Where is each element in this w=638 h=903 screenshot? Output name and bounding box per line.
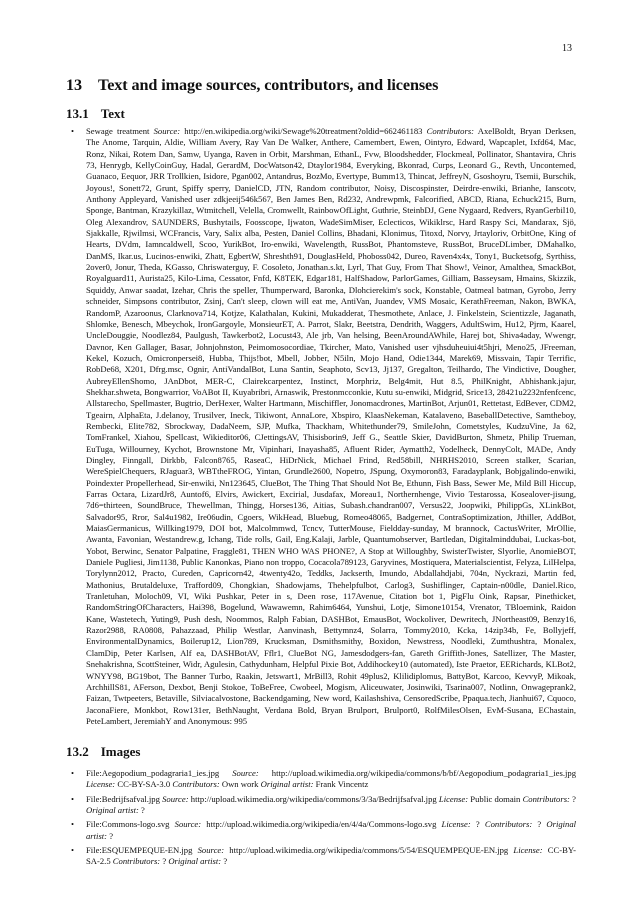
source-label: Source:: [162, 793, 189, 804]
list-item: [70, 845, 576, 868]
license-value: CC-BY-SA-2.5: [86, 845, 577, 867]
entry-name: File:Aegopodium_podagraria1_ies.jpg: [86, 768, 220, 778]
artist-value: Frank Vincentz: [315, 779, 369, 790]
license-label: License:: [438, 793, 469, 804]
contributors-label: Contributors:: [172, 779, 220, 790]
entry-name: File:Commons-logo.svg: [86, 819, 170, 830]
artist-label: Original artist:: [168, 856, 222, 867]
page-number: 13: [562, 43, 572, 54]
section-number: 13: [66, 76, 82, 94]
source-label: Source:: [174, 819, 202, 830]
contributors-value: ?: [537, 819, 542, 830]
source-label: Source:: [153, 126, 181, 136]
source-url-link[interactable]: http://upload.wikimedia.org/wikipedia/en/4/4a/Commons-logo.svg: [206, 819, 437, 830]
bullet-icon: •: [71, 819, 75, 830]
subsection-title-label: Text: [100, 106, 125, 121]
bullet-icon: •: [71, 845, 75, 856]
source-url-link[interactable]: http://upload.wikimedia.org/wikipedia/commons/5/54/ESQUEMPEQUE-EN.jpg: [229, 845, 509, 856]
artist-value: ?: [109, 830, 114, 841]
section-title-text: Text and image sources, contributors, and licenses: [98, 76, 439, 94]
artist-value: ?: [223, 856, 228, 867]
contributors-value: ?: [162, 856, 167, 867]
artist-label: Original artist:: [86, 805, 139, 816]
list-item: [70, 794, 576, 817]
license-label: License:: [86, 779, 116, 790]
license-label: License:: [513, 845, 543, 856]
entry-name: File:ESQUEMPEQUE-EN.jpg: [86, 845, 193, 856]
image-sources-list: [70, 768, 576, 871]
subsection-title-label: Images: [100, 744, 141, 759]
text-sources-list: [70, 126, 576, 730]
contributors-label: Contributors:: [484, 819, 533, 830]
subsection-title-text: [66, 106, 578, 122]
list-item: [70, 768, 576, 791]
contributors-text: AxelBoldt, Bryan Derksen, The Anome, Tarquin, Aldie, William Avery, Ray Van De Walker, Anthere, Camembert, Ewen, Ointyro, Edward, Wapcaplet, Ixfd64, Mac, Ronz, Nikai, Rotem Dan, Samw, Uyanga, Raven in Orbit, Marshman, EthanL, Fvw, Bloodshedder, Flockmeal, Pollinator, Shantavira, Chris 73, Henrygb, KellyCoinGuy, Hadal, GerardM, DocWatson42, Dtaylor1984, Everyking, Bkonrad, Curps, Leonard G., Revth, Uncontemed, Guanaco, Eequor, JRR Trollkien, Isidore, Pgan002, Antandrus, BozMo, Evertype, Bumm13, Thincat, JeffreyN, Gsoshoyru, Tsemii, Burschik, Joyous!, Sonett72, Grunt, Spiffy sperry, DanielCD, JTN, Random contributor, Noisy, Discospinster, Deirdre-enwiki, Brianhe, Ianscotv, Anthony Appleyard, Vanished user zdkjeeij546k567, Ben James Ben, Rd232, Andrewpmk, Falcorified, ABCD, Riana, Echuck215, Burn, Sponge, Bantman, Krazykillaz, Wtmitchell, Velella, Cromwellt, RainbowOfLight, Guthrie, SteinbDJ, Gene Nygaard, Redvers, RyanGerbil10, Oleg Alexandrov, SAUNDERS, Bushytails, Foosscope, Ijwaton, WadeSimMiser, Eclecticos, Wikiklrsc, Hard Raspy Sci, Mandarax, Sjö, Sjakkalle, Rjwilmsi, WCFrancis, Vary, Salix alba, Pesten, Daniel Collins, Bhadani, Klonimus, Titoxd, Norvy, Jrtayloriv, OrbitOne, King of Hearts, DVdm, Iamncaldwell, Scoo, YurikBot, Iro-enwiki, Wavelength, RussBot, Phantomsteve, RussBot, BruceDLimber, DMahalko, DanMS, Ikar.us, Lucinos-enwiki, Zhatt, EgbertW, Shreshth91, DouglasHeld, Phoboss042, Dureo, Raven4x4x, Tony1, Bucketsofg, Syrthiss, 2over0, Jonur, Theda, KGasso, Chriswaterguy, F. Cosoleto, Jonathan.s.kt, Lyrl, That Guy, From That Show!, Veinor, Amalthea, SmackBot, Royalguard11, Aurista25, Kilo-Lima, Cessator, Fnfd, K8TEK, Edgar181, HalfShadow, ParlorGames, Gilliam, Basseysam, Hmains, Skizzik, Squiddy, Anwar saadat, Izehar, Chris the speller, Thumperward, Baronka, Dlohcierekim's sock, Konstable, Oatmeal batman, Gyrobo, Jerry schneider, Simpsons contributor, Zsinj, Can't sleep, clown will eat me, AntiVan, Juandev, VMS Mosaic, KerathFreeman, Nakon, BWKA, RandomP, Azaroonus, Clarknova714, Kotjze, Kalathalan, Kukini, Mukadderat, Thesmothete, Anlace, J. Finkelstein, Scientizzle, Jaganath, Shlomke, Benesch, Mbeychok, IronGargoyle, MonsieurET, A. Parrot, Slakr, Beetstra, Dendrith, Waggers, AdultSwim, Hu12, Pjrm, Kaarel, UncleDouggie, Noodlez84, Paulgush, Tawkerbot2, Locust43, Ale jrb, Van helsing, BeenAroundAWhile, Harej bot, Shiva4aday, Wwengr, Davnor, Ken Gallager, Basar, Johnjohnston, Peimomosocordiae, Tkircher, Mato, Vanished user vjhsduheuiui4t5hjri, Meno25, JFreeman, Kekel, Kozuch, Omicronpersei8, Hubba, Thijs!bot, Mbell, Jobber, N5iln, Mojo Hand, Odie1344, Marek69, Missvain, Tapir Terrific, RobDe68, X201, Dfrg.msc, Ognir, AntiVandalBot, Luna Santin, Seaphoto, Scv13, Jj137, Gregalton, Teilhardo, The Vindictive, Dougher, AubreyEllenShomo, JAnDbot, MER-C, Clairekcarpentez, Instinct, Morphriz, Belg4mit, Hut 8.5, PhilKnight, Abhishank.jajur, Shekhar.shweta, Bongwarrior, VoABot II, Kuyabribri, Arnaswik, Prestonmcconkie, Kutu su-enwiki, Midgrid, Srice13, 28421u2232nfenfcenc, Allstarecho, Spellmaster, Bugtrio, DerHexer, Walter Hartmann, Mischiffler, Jonomacdrones, MartinBot, Arjun01, Rettetast, EdBever, CDM2, Tgeairn, AlphaEta, J.delanoy, Trusilver, Ineck, Tikiwont, AnnaLore, Xbspiro, KlaasNekeman, Katalaveno, BaseballDetective, Samtheboy, Rembecki, Elite782, Sbrockway, DadaNeem, SJP, Mufka, Thackham, Whitethunder79, SmileJohn, Cometstyles, KudzuVine, Ja 62, TomFrankel, Xiahou, Spellcast, Wikieditor06, CJettingsAV, Thisisborin9, Jeff G., Seattle Skier, DavidBurton, Shmetz, Philip Trueman, EuTuga, Willourney, Kychot, Brownstone Mr, Vipinhari, Inayasha85, Afluent Rider, Aymatth2, Yodelheck, DennyColt, MADe, Andy Dingley, Finngall, Dirkbb, Falcon8765, RaseaC, HiDrNick, Michael Frind, Red58bill, NHRHS2010, Screen stalker, Scarian, WereSpielChequers, RJaguar3, WBTtheFROG, Yintan, Grundle2600, Nopetro, JSpung, Oxymoron83, Faradayplank, Bobjgalindo-enwiki, Poindexter Propellerhead, Sir-enwiki, Nn123645, ClueBot, The Thing That Should Not Be, Ethunn, Fish Bass, Sewer Me, Mild Bill Hiccup, Farras Octara, LizardJr8, Auntof6, Elvirs, Awickert, Excirial, Jusdafax, Moreau1, Northernhenge, Vivio Testarossa, Kosealover-jisung, 7d6=thirteen, SoundBruce, Thewellman, Thingg, Horses136, Aitias, Subash.chandran007, Versus22, Joopwiki, PhilippGs, XLinkBot, Salvador95, Rror, Sal4u1982, Ire06udin, Cgoers, WikHead, Bluebug, Romeo48065, Badgernet, ContraSoptimization, Jthiller, AddBot, MaiasGermanicus, Willking1979, DOI bot, Malcolmmwd, Tcncv, TutterMouse, Fieldday-sunday, M brannock, CactusWriter, MrOllie, Awanta, Favonian, Westandrew.g, Ichang, Tide rolls, Gail, Eng.Kalaji, Jarble, Quantumobserver, Bartledan, Digitalminddubai, Luckas-bot, Yobot, Berwinc, Senator Palpatine, Fraggle81, THEN WHO WAS PHONE?, A Stop at Willoughby, SwisterTwister, Slyorlie, AnomieBOT, Daniele Pugliesi, Jim1138, Public Kanonkas, Piano non troppo, Cocacola789123, Garyvines, Mostiquera, Materialscientist, Felyza, LilHelpa, Torylynn2012, Practo, Cureden, Capricorn42, 4twenty42o, Teddks, Jackserth, Imundo, Abdallahdjabi, 704n, Nyckrazi, Martin fed, Mathonius, Brutaldeluxe, Trafford09, Chongkian, Shadowjams, Thehelpfulbot, Carlog3, Sushiflinger, Captain-n00dle, Daniel.Rico, Tranletuhan, Moloch09, VI, Wiki Pushkar, Peter in s, Deen rose, 117Avenue, Citation bot 1, PigFlu Oink, Rapsar, Pinethicket, RandomStringOfCharacters, Hai398, Bogelund, Wawawemn, Rahim6464, Yunshui, Lotje, Simone10154, Vrenator, TBloemink, Raidon Kane, Wastetech, Yuting9, Push desh, Noommos, Ralph Fabian, DASHBot, EmausBot, Wockoliver, Dewritech, JNortheast09, Benzy16, Razor2988, RA0808, Pahazzaad, Philip Westlar, Aanvinash, Bettymnz4, Solarra, Tommy2010, Kcka, 14zip34b, Fe, Bollyjeff, EnvironmentalDynamics, Boilerup12, Lion789, Krucksman, Dsmithsmithy, Boxidon, Newstress, Noodleki, Zumthushtra, Monalex, ClamDip, Peter Karlsen, Alf ea, DASHBotAV, Fflr1, ClueBot NG, Jamesdodgers-fan, Gareth Griffith-Jones, Satellizer, The Master, Snehakrishna, ScottSteiner, Widr, Agulesin, Cathydunham, Helpful Pixie Bot, Addihockey10 (automated), Iste Praetor, EERichards, KLBot2, WNYY98, BG19bot, The Banner Turbo, Raakin, Jetswart1, MrBill3, Rohit 49plus2, Klilidiplomus, BattyBot, Karcoo, KevvyP, Mikoak, ArchhillS81, AFerson, Dexbot, Benji Stokoe, ToBeFree, Cwobeel, Mogism, Aliceuwater, Josinwiki, Tsarina007, Notlinn, Onwageprank2, Faizan, Twtpeeters, Betaville, Silviacalvostone, Backendgaming, New word, Kailashshiva, CensoredScribe, Ppaqua.tech, Jianhui67, Cquoco, JaconaFiere, Monkbot, Row131er, BethNaught, Verdana Bold, Bryan Brulport, Brulport0, RolfMilesOlsen, EvM-Susana, EChastain, PeteLambert, JeremiahY and Anonymous: 995: [86, 126, 576, 726]
list-item: [70, 126, 576, 727]
bullet-icon: •: [71, 126, 75, 136]
subsection-title-images: [66, 744, 578, 760]
list-item: [70, 819, 576, 842]
source-url-link[interactable]: http://en.wikipedia.org/wiki/Sewage%20treatment?oldid=662461183: [184, 126, 423, 136]
subsection-number: 13.1: [66, 106, 89, 121]
bullet-icon: •: [71, 768, 75, 778]
bullet-icon: •: [71, 793, 75, 804]
license-label: License:: [441, 819, 471, 830]
artist-label: Original artist:: [260, 779, 314, 790]
source-label: Source:: [232, 768, 259, 778]
source-url-link[interactable]: http://upload.wikimedia.org/wikipedia/commons/b/bf/Aegopodium_podagraria1_ies.jpg: [271, 768, 577, 778]
license-value: CC-BY-SA-3.0: [117, 779, 171, 790]
contributors-value: Own work: [221, 779, 259, 790]
contributors-label: Contributors:: [522, 793, 570, 804]
source-url-link[interactable]: http://upload.wikimedia.org/wikipedia/commons/3/3a/Bedrijfsafval.jpg: [190, 793, 437, 804]
contributors-label: Contributors:: [112, 856, 161, 867]
artist-value: ?: [141, 805, 145, 816]
entry-name: Sewage treatment: [86, 126, 150, 136]
source-label: Source:: [197, 845, 225, 856]
license-value: ?: [475, 819, 480, 830]
contributors-value: ?: [572, 793, 576, 804]
contributors-label: Contributors:: [426, 126, 475, 136]
section-title: [66, 76, 578, 95]
subsection-number: 13.2: [66, 744, 89, 759]
artist-label: Original artist:: [86, 819, 577, 841]
license-value: Public domain: [470, 793, 521, 804]
entry-name: File:Bedrijfsafval.jpg: [86, 793, 160, 804]
